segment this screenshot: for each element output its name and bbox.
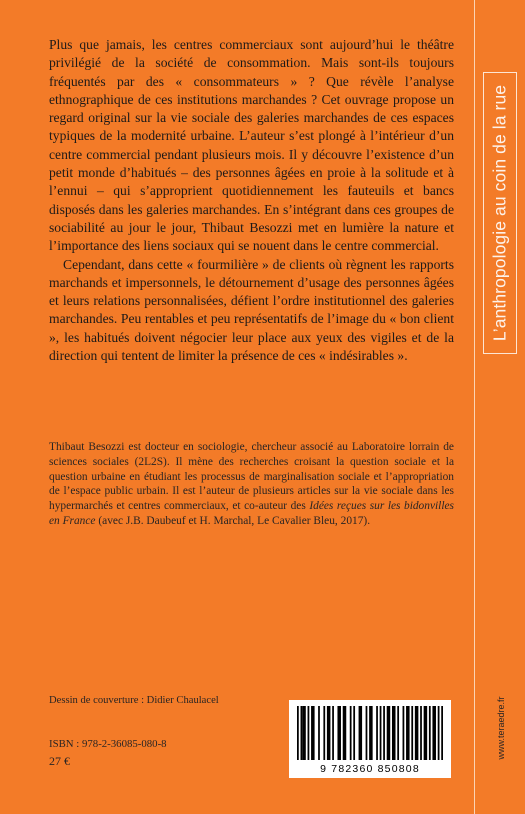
- barcode-bar: [332, 706, 334, 760]
- spine-divider: [474, 0, 475, 814]
- barcode-bar: [397, 706, 399, 760]
- barcode-bar: [441, 706, 443, 760]
- barcode-bar: [359, 706, 363, 760]
- barcode-digits: 9 782360 850808: [320, 763, 420, 775]
- barcode-bar: [420, 706, 422, 760]
- barcode-bar: [376, 706, 378, 760]
- author-bio: [49, 440, 454, 529]
- barcode-bar: [392, 706, 396, 760]
- barcode-bar: [337, 706, 341, 760]
- barcode-bar: [387, 706, 391, 760]
- barcode-bar: [415, 706, 419, 760]
- barcode-bar: [383, 706, 385, 760]
- co-authored-book-title: Idées reçues sur les bidonvilles en France: [49, 500, 454, 527]
- isbn-barcode: [289, 700, 451, 778]
- barcode-bar: [429, 706, 431, 760]
- barcode-bar: [432, 706, 436, 760]
- publisher-website: [496, 692, 506, 764]
- barcode-bar: [366, 706, 368, 760]
- barcode-bar: [297, 706, 299, 760]
- barcode-bar: [403, 706, 405, 760]
- publisher-website-text: www.teraedre.fr: [496, 696, 506, 760]
- barcode-bar: [406, 706, 410, 760]
- barcode-bar: [302, 706, 306, 760]
- barcode-bar: [311, 706, 315, 760]
- summary-paragraph-1: Plus que jamais, les centres commerciaux sont aujourd’hui le théâtre privilégié de la société de consommation. Mais sont-ils toujours fréquentés par des « consommateurs » ? Que révèle l’analyse ethnographique de ces institutions marchandes ? Cet ouvrage propose un regard original sur la vie sociale des galeries marchandes de ces espaces typiques de la modernité urbaine. L’auteur s’est plongé à l’intérieur d’un centre commercial pendant plusieurs mois. Il y découvre l’existence d’un petit monde d’habitués – des personnes âgées en proie à la solitude et à l’ennui – qui s’approprient quotidiennement les fauteuils et bancs disposés dans les galeries marchandes. En s’intégrant dans ces groupes de sociabilité au jour le jour, Thibaut Besozzi met en lumière la nature et l’importance des liens sociaux qui se nouent dans le centre commercial.: [49, 37, 454, 254]
- barcode-bar: [343, 706, 347, 760]
- series-title-box: [483, 72, 517, 354]
- barcode-bar: [318, 706, 320, 760]
- series-title: L’anthropologie au coin de la rue: [489, 84, 510, 342]
- barcode-bar: [308, 706, 310, 760]
- author-bio-text: Thibaut Besozzi est docteur en sociologie, chercheur associé au Laboratoire lorrain de sciences sociales (2L2S). Il mène des recherches croisant la question sociale et la question urbaine en étudiant les processus de marginalisation sociale et l’appropriation de l’espace public urbain. Il est l’auteur de plusieurs articles sur la vie sociale dans les hypermarchés et centres commerciaux, et co-auteur des: [49, 441, 454, 513]
- barcode-bar: [438, 706, 440, 760]
- author-bio-text-end: (avec J.B. Daubeuf et H. Marchal, Le Cavalier Bleu, 2017).: [95, 514, 371, 527]
- barcode-bar: [301, 706, 303, 760]
- barcode-bar: [380, 706, 382, 760]
- cover-illustration-credit: Dessin de couverture : Didier Chaulacel: [49, 695, 219, 706]
- barcode-bar: [327, 706, 331, 760]
- barcode-bar: [424, 706, 428, 760]
- barcode-bar: [350, 706, 352, 760]
- back-cover-summary: [49, 36, 454, 365]
- price: 27 €: [49, 754, 70, 768]
- barcode-bars: [297, 706, 443, 760]
- isbn: ISBN : 978-2-36085-080-8: [49, 738, 167, 750]
- barcode-bar: [323, 706, 325, 760]
- barcode-bar: [353, 706, 355, 760]
- summary-paragraph-2: Cependant, dans cette « fourmilière » de clients où règnent les rapports marchands et impersonnels, le détournement d’usage des personnes âgées et leurs relations personnalisées, défient l’ordre institutionnel des galeries marchandes. Peu rentables et peu représentatifs de l’image du « bon client », les habitués doivent négocier leur place aux yeux des vigiles et de la direction qui tentent de limiter la présence de ces « indésirables ».: [49, 256, 454, 364]
- barcode-bar: [369, 706, 373, 760]
- barcode-bar: [411, 706, 413, 760]
